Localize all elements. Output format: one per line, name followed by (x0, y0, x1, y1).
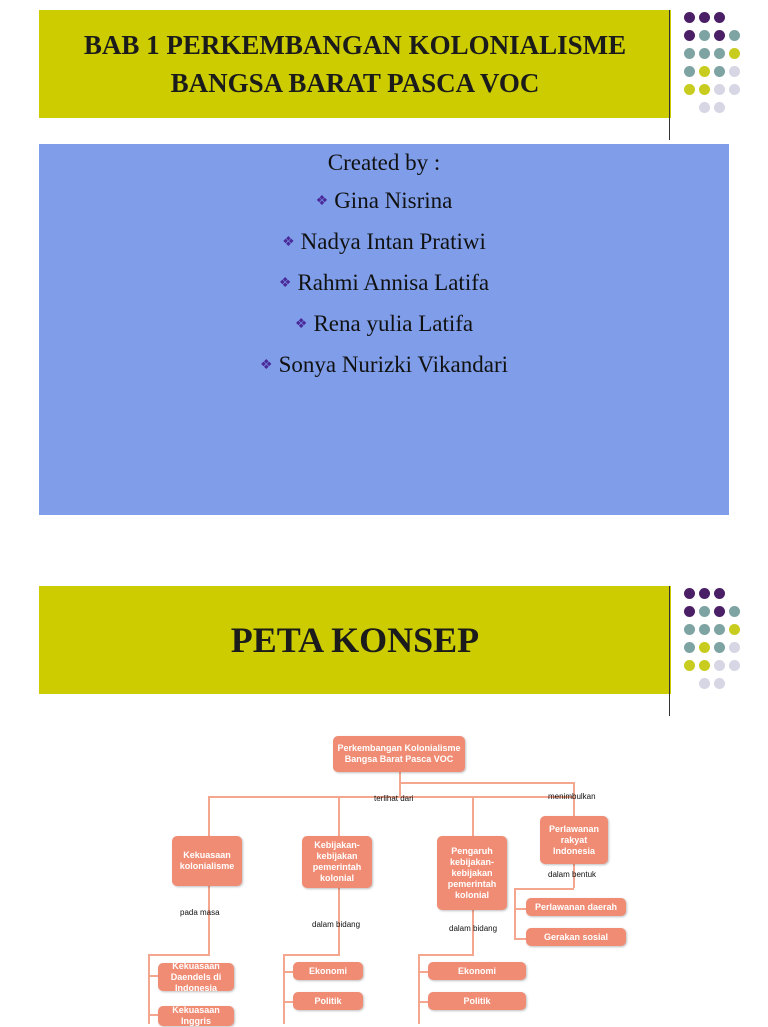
concept-node: Ekonomi (428, 962, 526, 980)
author-item: ❖ Sonya Nurizki Vikandari (260, 352, 508, 377)
decorative-dot (729, 30, 740, 41)
slide-2-title: PETA KONSEP (230, 620, 480, 660)
decorative-dot (714, 84, 725, 95)
diamond-bullet-icon: ❖ (294, 317, 308, 332)
author-item: ❖ Nadya Intan Pratiwi (282, 229, 486, 254)
decorative-dot (699, 66, 710, 77)
concept-root-node: Perkembangan Kolonialisme Bangsa Barat Pasca VOC (333, 736, 465, 772)
decorative-dot (684, 66, 695, 77)
concept-node: Gerakan sosial (526, 928, 626, 946)
concept-node: Kekuasaan kolonialisme (172, 836, 242, 886)
diamond-bullet-icon: ❖ (282, 235, 295, 250)
concept-node: Politik (428, 992, 526, 1010)
slide-1-title-line-2: BANGSA BARAT PASCA VOC (170, 68, 540, 98)
slide-1-title-line-1: BAB 1 PERKEMBANGAN KOLONIALISME (83, 30, 627, 60)
authors-box (39, 144, 729, 515)
decorative-dot (684, 48, 695, 59)
slide-2 (0, 570, 768, 1024)
decorative-dot (714, 12, 725, 23)
decorative-dot (729, 84, 740, 95)
concept-node: Kebijakan-kebijakan pemerintah kolonial (302, 836, 372, 888)
divider-line (669, 10, 670, 140)
concept-node: Politik (293, 992, 363, 1010)
decorative-dot-grid (684, 12, 744, 127)
concept-label: menimbulkan (548, 792, 596, 801)
concept-label: dalam bentuk (548, 870, 597, 879)
diamond-bullet-icon: ❖ (278, 276, 292, 291)
concept-node: Ekonomi (293, 962, 363, 980)
concept-node: Pengaruh kebijakan-kebijakan pemerintah kolonial (437, 836, 507, 910)
created-by-label: Created by : (327, 150, 441, 175)
concept-label: dalam bidang (449, 924, 498, 933)
decorative-dot (699, 102, 710, 113)
concept-label: dalam bidang (312, 920, 361, 929)
concept-node: Kekuasaan Inggris (158, 1006, 234, 1026)
decorative-dot (729, 48, 740, 59)
decorative-dot (699, 30, 710, 41)
decorative-dot (714, 102, 725, 113)
author-item: ❖ Rahmi Annisa Latifa (278, 270, 490, 295)
decorative-dot (714, 48, 725, 59)
decorative-dot (699, 84, 710, 95)
concept-map (0, 570, 768, 1024)
decorative-dot (714, 66, 725, 77)
decorative-dot (684, 84, 695, 95)
concept-node: Perlawanan rakyat Indonesia (540, 816, 608, 864)
concept-node: Perlawanan daerah (526, 898, 626, 916)
decorative-dot (714, 30, 725, 41)
concept-label: terlihat dari (374, 794, 414, 803)
diamond-bullet-icon: ❖ (315, 194, 329, 209)
decorative-dot (699, 48, 710, 59)
decorative-dot (699, 12, 710, 23)
slide-1-title-bar (39, 10, 671, 118)
concept-node: Kekuasaan Daendels di Indonesia (158, 963, 234, 991)
diamond-bullet-icon: ❖ (260, 358, 273, 373)
author-item: ❖ Rena yulia Latifa (294, 311, 474, 336)
decorative-dot (684, 30, 695, 41)
concept-label: pada masa (180, 908, 220, 917)
author-item: ❖ Gina Nisrina (315, 188, 453, 213)
decorative-dot (684, 12, 695, 23)
decorative-dot (729, 66, 740, 77)
